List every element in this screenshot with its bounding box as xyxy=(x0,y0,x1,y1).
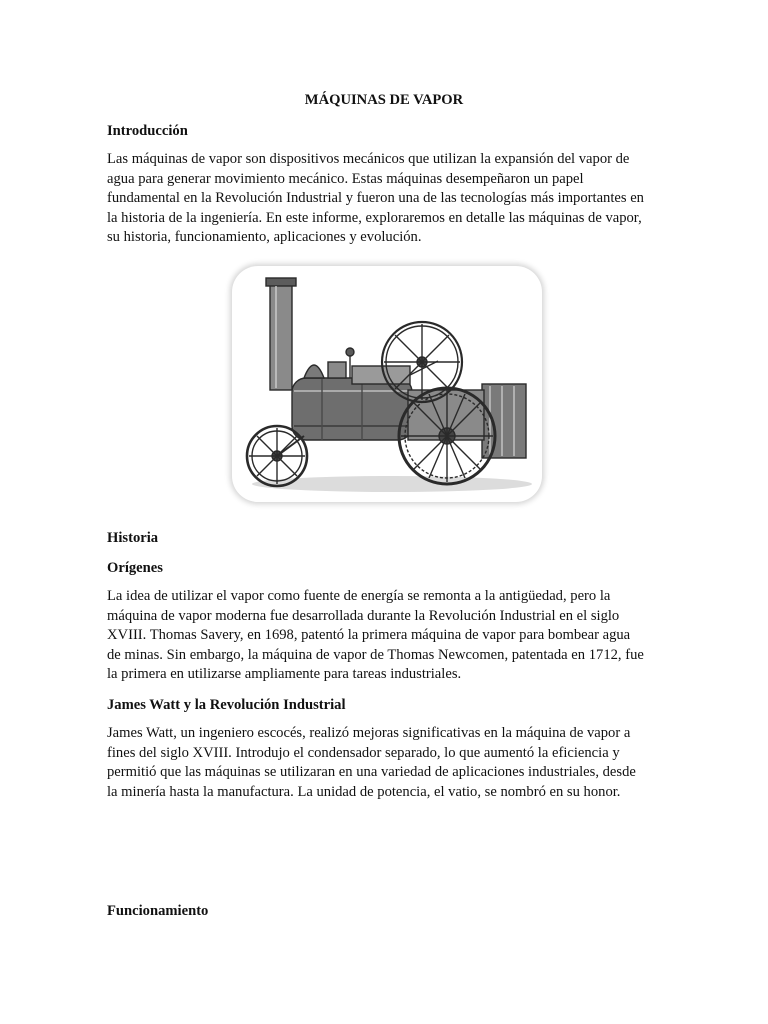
intro-line: Las máquinas de vapor son dispositivos mecánicos que utilizan la expansión del vapor de xyxy=(107,151,630,167)
intro-line: su historia, funcionamiento, aplicaciones y evolución. xyxy=(107,229,422,245)
watt-line: James Watt, un ingeniero escocés, realizó mejoras significativas en la máquina de vapor a xyxy=(107,725,631,741)
funcionamiento-heading: Funcionamiento xyxy=(107,903,209,919)
origenes-line: La idea de utilizar el vapor como fuente de energía se remonta a la antigüedad, pero la xyxy=(107,588,611,604)
intro-heading: Introducción xyxy=(107,123,188,139)
origenes-line: de minas. Sin embargo, la máquina de vapor de Thomas Newcomen, patentada en 1712, fue xyxy=(107,646,644,663)
intro-line: la historia de la ingeniería. En este informe, exploraremos en detalle las máquinas de vapor, xyxy=(107,209,642,226)
historia-heading: Historia xyxy=(107,530,159,546)
document-title: MÁQUINAS DE VAPOR xyxy=(304,92,464,108)
watt-line: fines del siglo XVIII. Introdujo el condensador separado, lo que aumentó la eficiencia y xyxy=(107,744,620,761)
watt-line: la minería hasta la manufactura. La unidad de potencia, el vatio, se nombró en su honor. xyxy=(107,783,621,800)
origenes-line: XVIII. Thomas Savery, en 1698, patentó la primera máquina de vapor para bombear agua xyxy=(107,627,631,643)
origenes-heading: Orígenes xyxy=(107,560,163,576)
origenes-paragraph xyxy=(107,587,667,685)
steam-engine-illustration xyxy=(232,266,542,502)
origenes-line: máquina de vapor moderna fue desarrollada durante la Revolución Industrial en el siglo xyxy=(107,607,620,624)
origenes-line: la primera en utilizarse ampliamente para tareas industriales. xyxy=(107,666,462,682)
watt-paragraph xyxy=(107,724,667,802)
intro-line: agua para generar movimiento mecánico. Estas máquinas desempeñaron un papel xyxy=(107,170,584,187)
steam-engine-drawing xyxy=(232,266,542,502)
intro-line: fundamental en la Revolución Industrial y fueron una de las tecnologías más importantes en xyxy=(107,190,644,206)
watt-heading: James Watt y la Revolución Industrial xyxy=(107,697,346,713)
intro-paragraph xyxy=(107,150,667,248)
watt-line: permitió que las máquinas se utilizaran en una variedad de aplicaciones industriales, desde xyxy=(107,764,636,780)
